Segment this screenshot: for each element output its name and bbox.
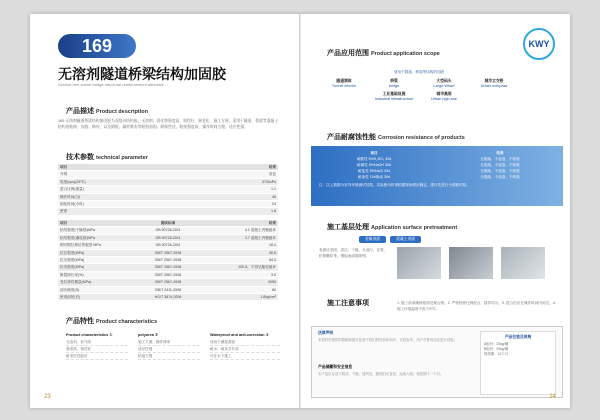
section-features-cn: 产品特性 xyxy=(66,318,94,325)
cell: 18.4 xyxy=(269,243,276,248)
cell: GB 50728-2011 xyxy=(155,243,181,248)
section-features-en: Product characteristics xyxy=(96,319,158,325)
packaging-title: 产品包装及规格 xyxy=(504,335,532,339)
left-page xyxy=(30,14,300,408)
description-text: 169 无溶剂隧道桥梁结构加固胶为双组份结构胶，无溶剂，固化物强度高，韧性好，耐老化，施工方便，适用于隧道、桥梁等混凝土结构的粘接、加固、修补，以及钢板、碳纤维布等粘贴加固。耐候性佳，粘接强度高，操作时间合理，适应性强。 xyxy=(58,119,279,129)
cell: 固化时间(小时) xyxy=(60,201,84,206)
cell: 3700cPs xyxy=(262,179,276,184)
cell: GB/T 2411-2008 xyxy=(154,287,182,292)
cell: GB/T 2567-2008 xyxy=(154,250,182,255)
section-surface xyxy=(327,222,457,232)
cell: 4.1 混凝土内聚破坏 xyxy=(244,228,276,233)
section-application-en: Product application scope xyxy=(371,51,440,57)
concrete-surface-tag: 混凝土表面 xyxy=(390,236,421,243)
table-row xyxy=(58,194,278,201)
corrosion-results-head: 结果 xyxy=(496,151,504,155)
section-description-cn: 产品描述 xyxy=(66,108,94,115)
surface-block xyxy=(319,236,569,279)
col-header: 项目 xyxy=(60,165,68,169)
corrosion-item: 耐盐性 5%NaCl 30d xyxy=(358,169,390,173)
table-row xyxy=(58,242,278,249)
feature-item: 粘接力强 xyxy=(138,353,200,360)
cell xyxy=(128,186,208,192)
cell: 邵氏硬度(D) xyxy=(60,287,80,292)
col-header xyxy=(128,164,208,170)
corrosion-footnote: 注：以上数据为室内环境测试结果，实际使用时请根据现场情况确定，建议先进行小面积试验。 xyxy=(319,183,470,187)
application-cn: 城市高架 xyxy=(436,92,452,96)
col-header: 测试标准 xyxy=(160,221,176,225)
table-row xyxy=(58,201,278,208)
corrosion-results xyxy=(445,150,555,180)
cell: 3050 xyxy=(268,280,276,285)
cell xyxy=(128,171,208,177)
cell: 100.5，不得呈脆性破坏 xyxy=(238,265,276,270)
cell: 3.7 混凝土内聚破坏 xyxy=(244,235,276,240)
metal-surface-tag: 金属表面 xyxy=(359,236,386,243)
cell: 抗弯强度(MPa) xyxy=(60,265,85,270)
corrosion-result: 无脱落、不起泡、不粘脱 xyxy=(480,169,520,173)
feature-item: 适用于潮湿基面 xyxy=(210,339,280,346)
application-item xyxy=(319,92,369,102)
feature-title: Product characteristics ① xyxy=(66,333,113,337)
storage-block xyxy=(318,365,478,376)
legal-text: 本资料所提供的数据和建议是基于我们的经验和知识，仅供参考，用户在使用前应进行试验。 xyxy=(318,337,458,342)
info-panel xyxy=(311,326,563,398)
corrosion-items-head: 项目 xyxy=(370,151,378,155)
table-header xyxy=(58,220,278,227)
corrosion-items xyxy=(319,150,429,180)
application-en: Urban high-rise xyxy=(431,97,457,101)
col-header: 结果 xyxy=(268,165,276,169)
cell: 3.0 xyxy=(271,272,276,277)
feature-item: 可在水下施工 xyxy=(210,353,280,360)
table-header xyxy=(58,164,278,171)
application-cn: 大型码头 xyxy=(436,79,452,83)
cell: GB/T 2567-2008 xyxy=(154,257,182,262)
table-row xyxy=(58,171,278,178)
col-header: 项目 xyxy=(60,221,68,225)
cell: 混合比例(重量) xyxy=(60,187,84,192)
cell: GB 50728-2011 xyxy=(155,235,181,240)
cell: 钢对钢拉伸抗剪强度 MPa xyxy=(60,243,101,248)
cell: 黏度(cps)(25℃) xyxy=(60,179,86,184)
application-note: 适用于隧道、桥梁等结构的加固 xyxy=(393,70,445,74)
application-en: Urban overpass xyxy=(480,84,508,88)
table-row xyxy=(58,250,278,257)
cell: GB/T 2567-2008 xyxy=(154,272,182,277)
section-description-en: Product description xyxy=(96,109,148,115)
feature-column xyxy=(210,332,280,360)
section-corrosion xyxy=(327,132,465,142)
product-number-badge: 169 xyxy=(58,34,136,58)
application-item xyxy=(369,92,419,102)
cell: GB 50728-2011 xyxy=(155,228,181,233)
corrosion-result: 无脱落、不起泡、不粘脱 xyxy=(480,163,520,167)
section-notes xyxy=(327,298,369,308)
table-row xyxy=(58,287,278,294)
corrosion-result: 无脱落、不起泡、不粘脱 xyxy=(480,157,520,161)
cell: 密度 xyxy=(60,209,68,214)
application-en: Tunnel interior xyxy=(331,84,357,88)
storage-text: 本产品应存放于阴凉、干燥、通风处，避免阳光直射，远离火源。保质期十二个月。 xyxy=(318,371,444,376)
product-title: 无溶剂隧道桥梁结构加固胶 xyxy=(58,66,226,82)
table-row xyxy=(58,272,278,279)
table-row xyxy=(58,235,278,242)
cell: 受拉弹性模量(MPa) xyxy=(60,280,92,285)
corrosion-item: 耐油性 10#柴油 30d xyxy=(358,175,390,179)
application-cn: 桥梁 xyxy=(390,79,398,83)
cell: GB/T 2567-2008 xyxy=(154,265,182,270)
table-row xyxy=(58,179,278,186)
table-row xyxy=(58,279,278,286)
cell: 24 xyxy=(272,201,276,206)
notes-text: 1. 施工前请确保基面处理合格。2. 严格按照比例混合，搅拌均匀。3. 混合后应在操作时间内用完。4. 施工环境温度不低于5℃。 xyxy=(397,301,556,311)
section-tech-cn: 技术参数 xyxy=(66,154,94,161)
section-tech-en: technical parameter xyxy=(96,155,148,161)
section-surface-cn: 施工基层处理 xyxy=(327,224,369,231)
application-item xyxy=(419,92,469,102)
cell: 80 xyxy=(272,287,276,292)
table-row xyxy=(58,264,278,271)
feature-title: polyurea ② xyxy=(138,333,159,337)
right-page xyxy=(300,14,570,408)
application-cn: 城市立交桥 xyxy=(484,79,504,83)
feature-item: 无溶剂，低气味 xyxy=(66,339,128,346)
page-number: 24 xyxy=(549,394,556,400)
cell: GB/T 2567-2008 xyxy=(154,280,182,285)
section-notes-cn: 施工注意事项 xyxy=(327,300,369,307)
legal-title: 法律声明 xyxy=(318,331,334,335)
application-item xyxy=(469,79,519,89)
cell xyxy=(128,194,208,200)
packaging-line: B组份：20kg/桶 xyxy=(484,347,509,351)
table-row xyxy=(58,257,278,264)
feature-item: 施工方便，操作简单 xyxy=(138,339,200,346)
application-item xyxy=(419,79,469,89)
feature-item: 耐老化性能好 xyxy=(66,353,128,360)
cell: 灰色 xyxy=(268,172,276,177)
cell xyxy=(128,208,208,214)
application-cn: 工业基础设施 xyxy=(382,92,406,96)
application-item xyxy=(469,92,519,102)
section-application xyxy=(327,48,440,58)
feature-item: 耐水、耐化学介质 xyxy=(210,346,280,353)
section-corrosion-en: Corrosion resistance of products xyxy=(378,135,465,141)
cell: 抗拉强度(MPa) xyxy=(60,250,85,255)
corrosion-item: 耐碱性 5%NaOH 30d xyxy=(357,163,391,167)
col-header: 结果 xyxy=(268,221,276,225)
section-surface-en: Application surface pretreatment xyxy=(371,225,458,231)
cell: HG/T 3874-2006 xyxy=(154,294,182,299)
page-number: 23 xyxy=(44,394,51,400)
brochure-spread xyxy=(30,14,570,408)
section-application-cn: 产品应用范围 xyxy=(327,50,369,57)
table-row xyxy=(58,294,278,301)
legal-block xyxy=(318,331,478,342)
cell: 断裂伸长率(%) xyxy=(60,272,84,277)
cell: 密度(固化后) xyxy=(60,294,81,299)
cell xyxy=(128,179,208,185)
section-description xyxy=(66,106,148,116)
cell: 外观 xyxy=(60,172,68,177)
corrosion-panel xyxy=(311,146,563,206)
cell: 40 xyxy=(272,194,276,199)
feature-column xyxy=(138,332,200,360)
cell xyxy=(128,201,208,207)
packaging-line: A组份：20kg/桶 xyxy=(484,342,509,346)
cell: 40.6 xyxy=(269,250,276,255)
application-en: Large Wharf xyxy=(433,84,455,88)
cell: 84.3 xyxy=(269,257,276,262)
application-cn: 隧道洞体 xyxy=(336,79,352,83)
feature-item: 强度高，韧性好 xyxy=(66,346,128,353)
tech-table-basic xyxy=(58,164,278,216)
surface-text: 表面应坚固、清洁、干燥，无油污、浮浆、松散颗粒等。钢板表面需除锈。 xyxy=(319,248,388,258)
feature-column xyxy=(66,332,128,360)
packaging-box xyxy=(480,331,556,395)
table-row xyxy=(58,186,278,193)
cell: 1:1 xyxy=(271,187,276,192)
application-item xyxy=(369,79,419,89)
cell: 粘结强度(干燥基)MPa xyxy=(60,228,95,233)
surface-photo xyxy=(449,247,493,279)
table-row xyxy=(58,227,278,234)
cell: 粘结强度(潮湿基)MPa xyxy=(60,235,95,240)
cell: 抗压强度(MPa) xyxy=(60,257,85,262)
surface-photo xyxy=(501,247,545,279)
application-en: bridge xyxy=(388,84,400,88)
surface-photo xyxy=(397,247,441,279)
company-logo: KWY xyxy=(523,28,555,60)
application-item xyxy=(319,79,369,89)
feature-title: Waterproof and anti-corrosion ③ xyxy=(210,333,269,337)
section-corrosion-cn: 产品耐腐蚀性能 xyxy=(327,134,376,141)
section-features xyxy=(66,316,157,326)
application-list xyxy=(319,70,519,102)
packaging-line: 保质期：12个月 xyxy=(484,352,509,356)
cell: 1.6kg/cm³ xyxy=(260,294,276,299)
table-row xyxy=(58,208,278,215)
application-en: Industrial infrastructure xyxy=(374,97,414,101)
cell: 1.6 xyxy=(271,209,276,214)
storage-title: 产品储藏和安全信息 xyxy=(318,365,353,369)
section-tech xyxy=(66,152,148,162)
corrosion-item: 耐酸性 5%H₂SO₄ 30d xyxy=(356,157,392,161)
feature-item: 适应性强 xyxy=(138,346,200,353)
product-title-en: Solvent free tunnel bridge structural reinforcement adhesive xyxy=(58,82,164,87)
cell: 操作时间(分) xyxy=(60,194,81,199)
corrosion-result: 无脱落、不起泡、不粘脱 xyxy=(480,175,520,179)
tech-table-tests xyxy=(58,220,278,301)
